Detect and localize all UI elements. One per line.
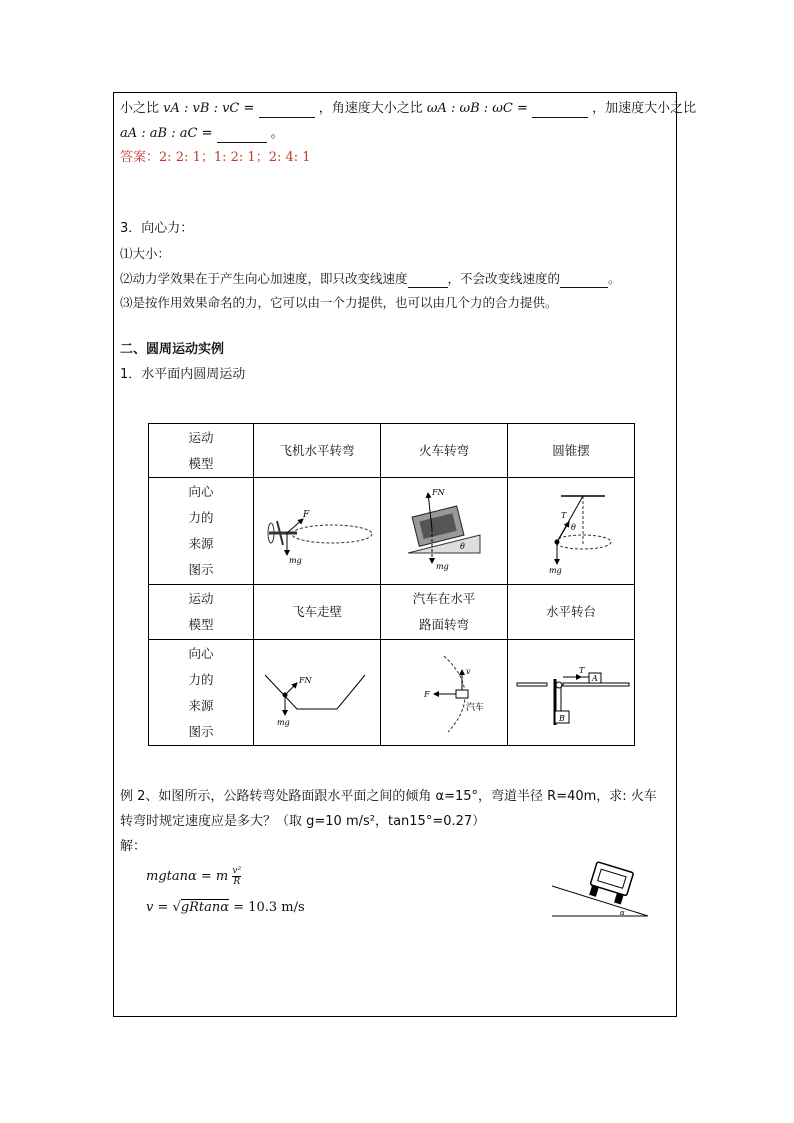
conical-pendulum-figure (511, 486, 631, 576)
example2-line1: 例 2、如图所示，公路转弯处路面跟水平面之间的倾角 α=15°，弯道半径 R=40m，求: 火车 (120, 789, 657, 804)
normal-arrow (285, 683, 297, 695)
label-mg: mg (436, 562, 449, 571)
formula1-left: mgtanα = m (146, 869, 229, 884)
train-body (412, 506, 464, 546)
eq-sign-2: = (516, 101, 528, 116)
model-car (381, 585, 508, 640)
label-F: F (424, 689, 430, 699)
slope-line (552, 886, 648, 916)
row-head-model (149, 424, 254, 478)
head-line: 力的 (188, 510, 214, 525)
sec3-item1: ⑴大小： (120, 246, 171, 261)
table-row (149, 585, 635, 640)
car-box (456, 690, 468, 698)
train-turn-figure (384, 485, 504, 577)
label-mg: mg (549, 566, 562, 575)
item2-text-b: ，不会改变线速度的 (447, 271, 561, 286)
fig-wall-cell (254, 640, 381, 746)
tension-arrow (557, 522, 569, 542)
formula2-left: v = (146, 900, 173, 915)
fig-turntable-cell (508, 640, 635, 746)
formula2-right: = 10.3 m/s (229, 900, 305, 915)
label-theta: θ (460, 542, 465, 551)
solve-label: 解： (120, 839, 147, 854)
head-line: 来源 (188, 697, 214, 713)
label-T: T (579, 665, 585, 675)
fraction (232, 866, 241, 887)
cell-line: 汽车在水平 (412, 591, 476, 606)
force-arrow (287, 519, 303, 533)
text-prefix: 小之比 (120, 101, 160, 116)
head-line: 模型 (188, 455, 214, 471)
model-turntable: 水平转台 (508, 585, 635, 640)
frac-num: v² (232, 866, 242, 876)
fig-car-cell (381, 640, 508, 746)
label-mg: mg (289, 556, 302, 565)
row-head-source (149, 478, 254, 585)
eq-sign-3: = (201, 126, 213, 141)
label-A: A (592, 673, 598, 683)
formula-1 (146, 866, 241, 887)
example2-line2: 转弯时规定速度应是多大？（取 g=10 m/s²，tan15°=0.27） (120, 814, 486, 829)
head-line: 模型 (188, 617, 214, 632)
label-v: v (466, 666, 471, 676)
fig-plane-cell (254, 478, 381, 585)
label-B: B (559, 713, 565, 723)
sqrt-content: gRtanα (180, 900, 230, 915)
turntable-figure (511, 653, 631, 733)
label-car: 汽车 (466, 702, 485, 713)
label-T: T (561, 511, 567, 520)
period: 。 (270, 126, 284, 141)
answer-value: 2: 2: 1；1: 2: 1；2: 4: 1 (159, 150, 311, 165)
blank-accel[interactable] (217, 128, 267, 143)
accel-ratio: aA : aB : aC (120, 126, 198, 141)
label-mg: mg (277, 717, 290, 727)
wall-ride-figure (257, 653, 377, 733)
model-plane: 飞机水平转弯 (254, 424, 381, 478)
model-wall: 飞车走壁 (254, 585, 381, 640)
sec3-title: 3．向心力： (120, 221, 194, 236)
ratio-line-2 (120, 125, 284, 143)
row-head-source-2 (149, 640, 254, 746)
blank-magnitude[interactable] (560, 273, 608, 288)
fig-pendulum-cell (508, 478, 635, 585)
head-line: 向心 (188, 645, 214, 661)
orbit-ellipse (292, 525, 372, 543)
circular-motion-table (148, 423, 635, 746)
wall-profile (265, 675, 365, 709)
banked-road-figure (548, 858, 652, 920)
formula-2 (146, 900, 305, 915)
answer-line (120, 149, 311, 167)
fig-train-cell (381, 478, 508, 585)
velocity-ratio: vA : vB : vC (163, 101, 240, 116)
model-pendulum: 圆锥摆 (508, 424, 635, 478)
sec3-item3: ⑶是按作用效果命名的力，它可以由一个力提供，也可以由几个力的合力提供。 (120, 295, 558, 310)
plane-turn-figure (257, 491, 377, 571)
angle-label: α (620, 909, 625, 917)
head-line: 图示 (188, 723, 214, 739)
row-head-model-2 (149, 585, 254, 640)
table-row (149, 640, 635, 746)
blank-angular[interactable] (532, 103, 588, 118)
head-line: 运动 (188, 591, 214, 606)
section2-sub1: 1．水平面内圆周运动 (120, 367, 246, 382)
head-line: 力的 (188, 671, 214, 687)
table-row (149, 424, 635, 478)
sec3-item2 (120, 270, 621, 288)
table-row (149, 478, 635, 585)
answer-label: 答案： (120, 150, 160, 165)
item2-text-c: 。 (608, 271, 621, 286)
car-turn-figure (384, 648, 504, 738)
section2-title: 二、圆周运动实例 (120, 342, 225, 357)
ratio-line-1 (120, 100, 696, 118)
head-line: 图示 (188, 562, 214, 577)
label-FN: FN (299, 675, 312, 685)
cell-line: 路面转弯 (418, 617, 469, 632)
blank-direction[interactable] (408, 273, 448, 288)
sqrt-sign: √ (172, 900, 181, 915)
head-line: 运动 (188, 429, 214, 445)
head-line: 来源 (188, 536, 214, 551)
eq-sign: = (243, 101, 255, 116)
frac-den: R (233, 877, 241, 887)
label-F: F (303, 510, 310, 520)
table-left (517, 683, 547, 686)
text-angular: ，角速度大小之比 (318, 101, 423, 116)
blank-velocity[interactable] (259, 103, 315, 118)
angular-ratio: ωA : ωB : ωC (426, 101, 513, 116)
label-theta: θ (571, 523, 576, 532)
label-FN: FN (432, 488, 445, 497)
model-train: 火车转弯 (381, 424, 508, 478)
item2-text-a: ⑵动力学效果在于产生向心加速度，即只改变线速度 (120, 271, 408, 286)
text-accel: ，加速度大小之比 (592, 101, 697, 116)
head-line: 向心 (188, 484, 214, 499)
